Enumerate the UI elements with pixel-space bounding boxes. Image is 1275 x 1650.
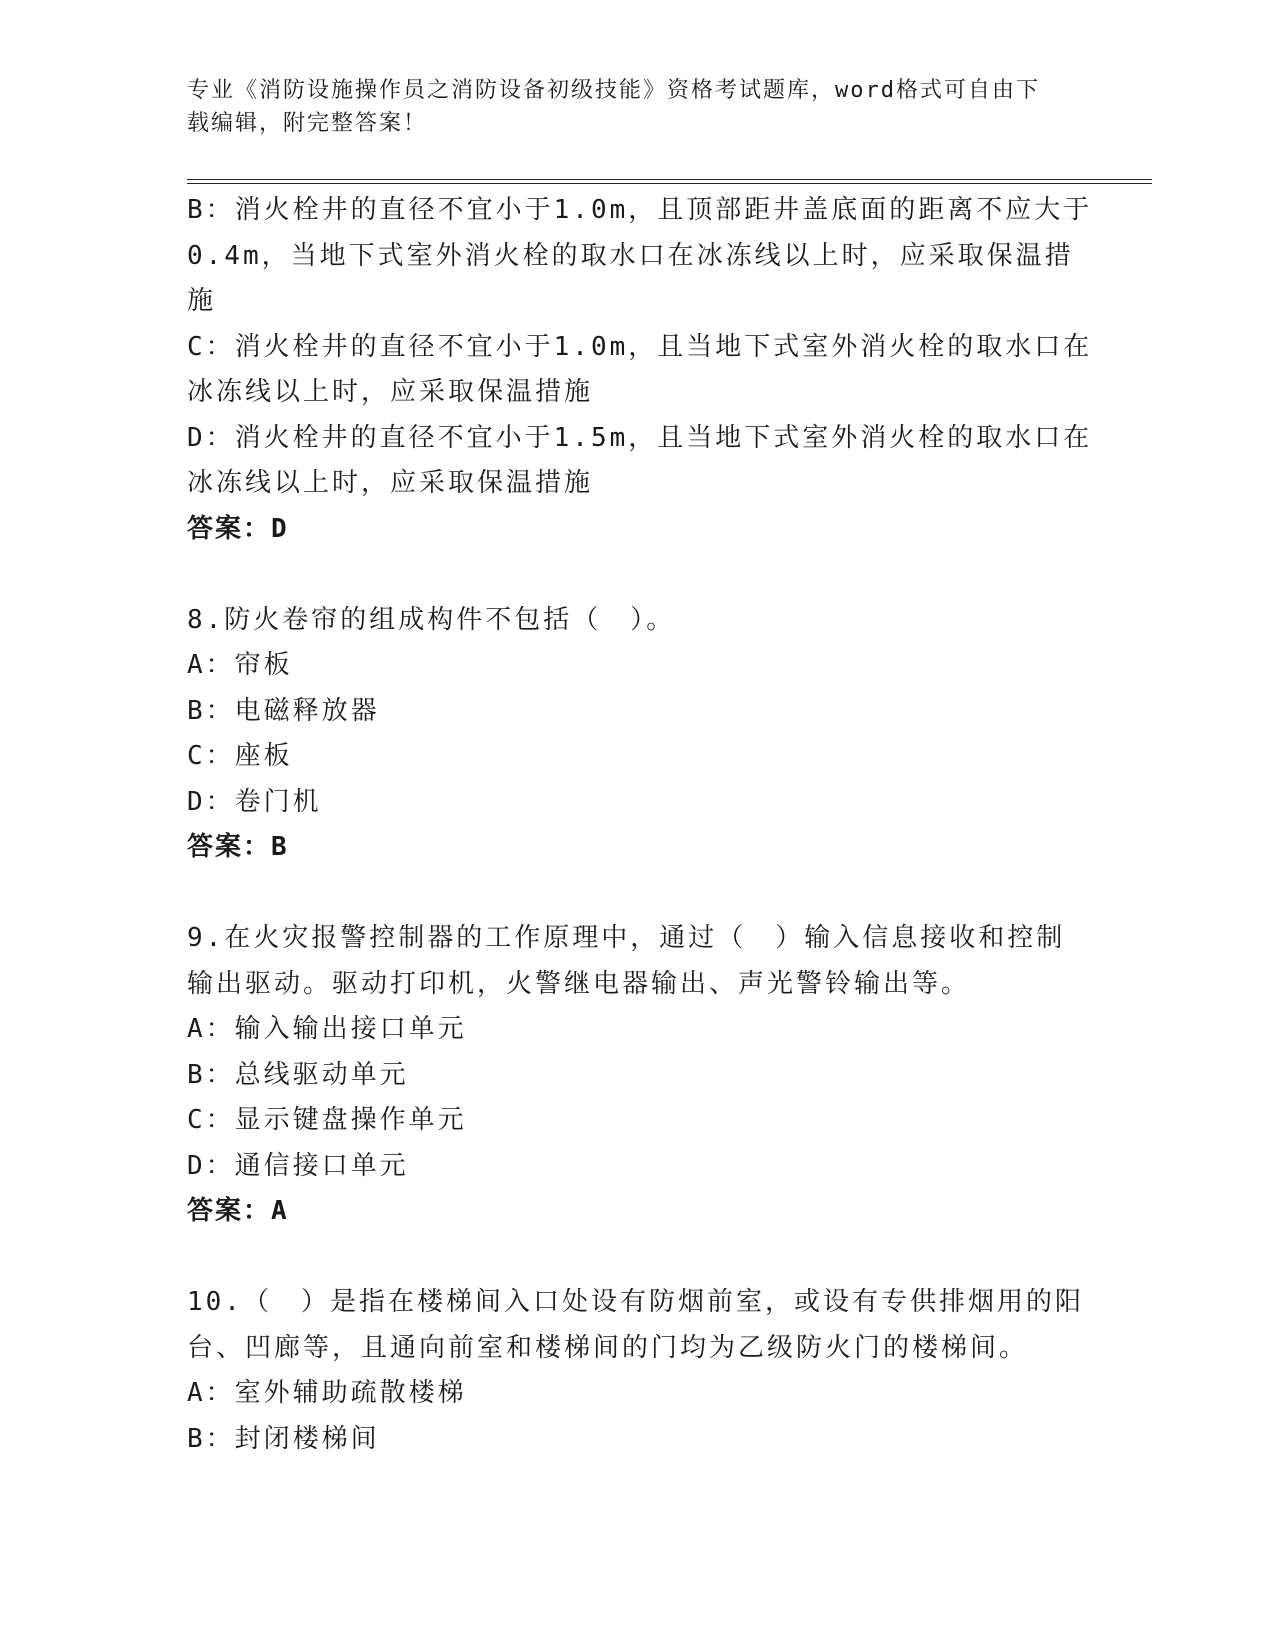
question-9 [187, 916, 1087, 1235]
document-body [187, 188, 1093, 1462]
question-stem: 9.在火灾报警控制器的工作原理中，通过（ ）输入信息接收和控制 [187, 923, 1066, 953]
option-a: A：室外辅助疏散楼梯 [187, 1378, 467, 1408]
option-line: B：消火栓井的直径不宜小于1.0m，且顶部距井盖底面的距离不应大于 [187, 195, 1093, 225]
question-stem: 10.（ ）是指在楼梯间入口处设有防烟前室，或设有专供排烟用的阳 [187, 1287, 1084, 1317]
page-header [187, 74, 1067, 140]
option-line: 冰冻线以上时，应采取保温措施 [187, 468, 594, 498]
option-d: D：卷门机 [187, 786, 322, 817]
option-a: A：帘板 [187, 650, 293, 680]
spacer [187, 871, 1087, 917]
option-line: 0.4m，当地下式室外消火栓的取水口在冰冻线以上时，应采取保温措 [187, 240, 1074, 271]
option-d [187, 416, 1093, 507]
header-divider-bottom [187, 183, 1152, 184]
option-line: C：消火栓井的直径不宜小于1.0m，且当地下式室外消火栓的取水口在 [187, 331, 1093, 362]
option-line: D：消火栓井的直径不宜小于1.5m，且当地下式室外消火栓的取水口在 [187, 422, 1093, 453]
option-b: B：封闭楼梯间 [187, 1423, 380, 1454]
option-line: 施 [187, 286, 217, 316]
option-b: B：总线驱动单元 [187, 1059, 409, 1090]
option-b [187, 188, 1093, 325]
spacer [187, 552, 1087, 598]
question-10 [187, 1280, 1087, 1462]
option-a: A：输入输出接口单元 [187, 1014, 467, 1044]
header-line-2: 载编辑，附完整答案！ [187, 111, 428, 136]
header-divider-top [187, 179, 1152, 180]
question-8 [187, 598, 1087, 871]
option-c [187, 325, 1093, 416]
header-line-1: 专业《消防设施操作员之消防设备初级技能》资格考试题库，word格式可自由下 [187, 78, 1040, 103]
question-stem: 8.防火卷帘的组成构件不包括（ ）。 [187, 604, 676, 635]
option-c: C：显示键盘操作单元 [187, 1105, 467, 1135]
question-stem: 台、凹廊等，且通向前室和楼梯间的门均为乙级防火门的楼梯间。 [187, 1332, 1029, 1363]
answer-label: 答案：B [187, 832, 289, 862]
question-7-continuation [187, 188, 1093, 552]
question-stem: 输出驱动。驱动打印机，火警继电器输出、声光警铃输出等。 [187, 968, 971, 999]
answer-label: 答案：D [187, 513, 289, 544]
option-b: B：电磁释放器 [187, 695, 380, 726]
option-line: 冰冻线以上时，应采取保温措施 [187, 377, 594, 407]
spacer [187, 1235, 1087, 1281]
option-c: C：座板 [187, 741, 293, 771]
answer-label: 答案：A [187, 1196, 289, 1226]
option-d: D：通信接口单元 [187, 1150, 409, 1181]
